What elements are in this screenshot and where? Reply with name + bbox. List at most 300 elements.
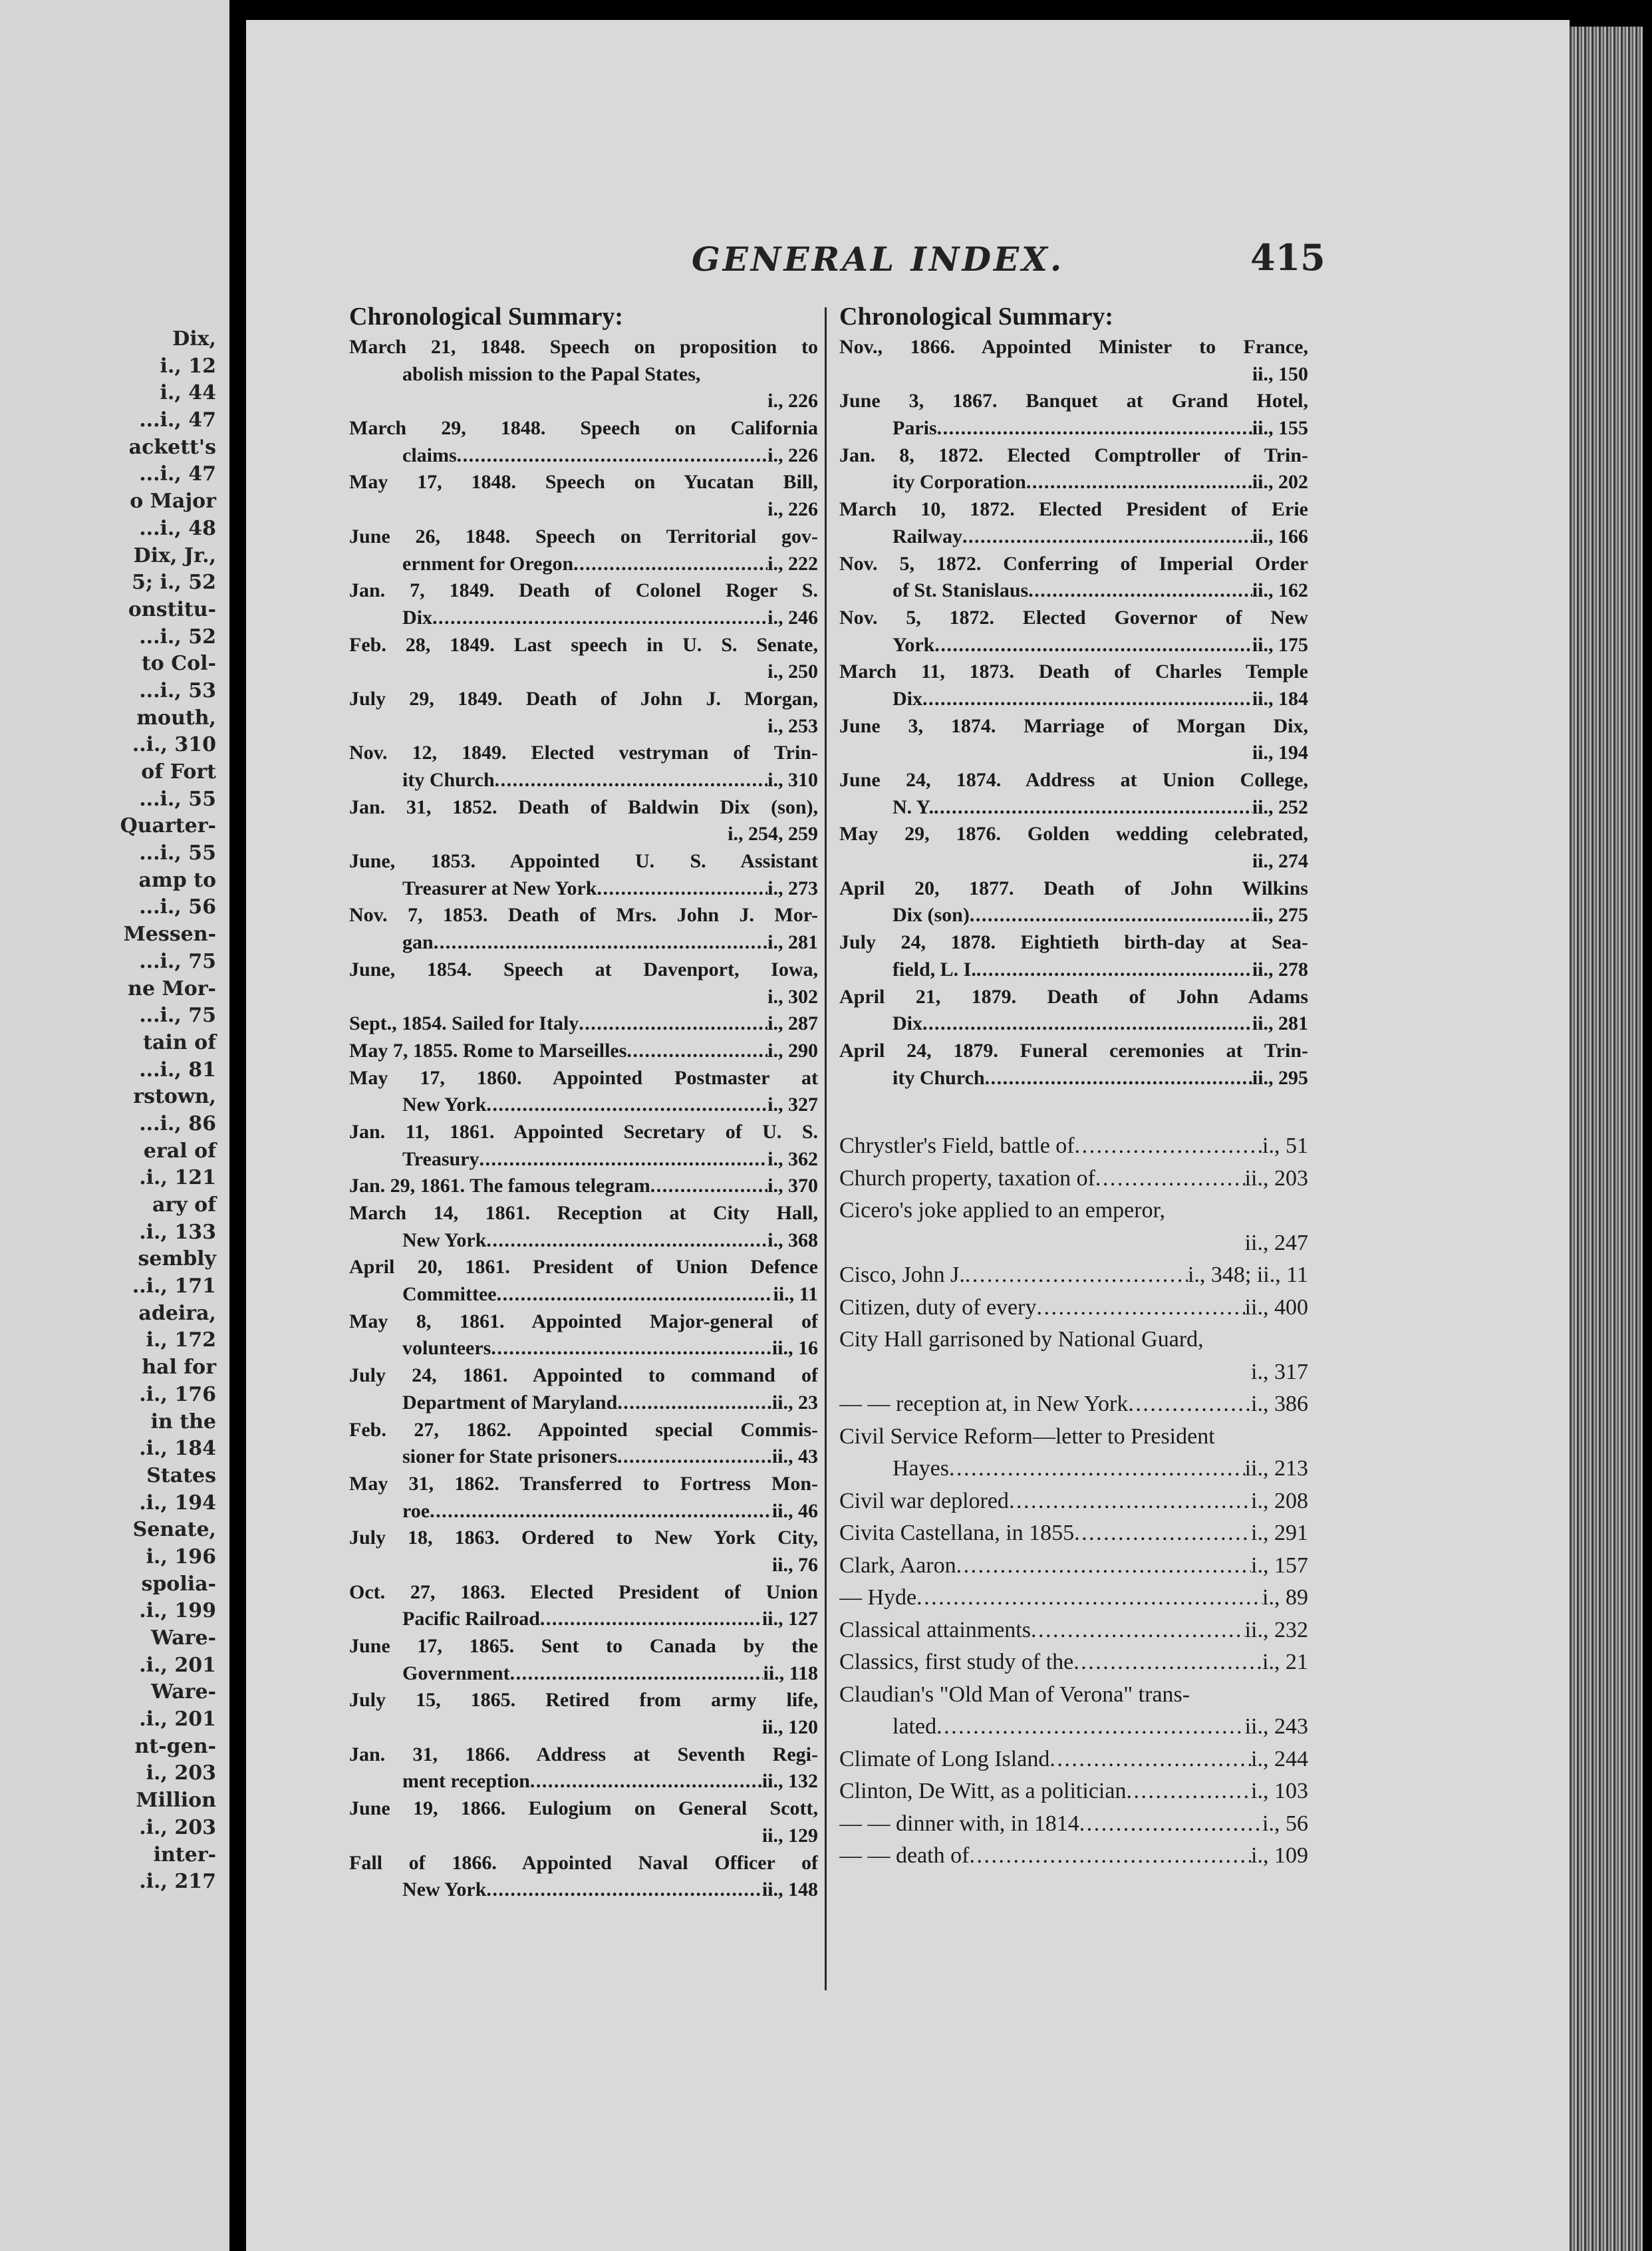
entry-text: ment reception	[402, 1770, 530, 1793]
fragment-line: o Major	[130, 490, 216, 514]
entry-text: Committee	[402, 1283, 497, 1306]
entry-text: Civil war deplored	[839, 1488, 1009, 1513]
index-entry	[839, 1517, 1308, 1550]
entry-text: Treasurer at New York	[402, 877, 597, 899]
entry-line: Nov., 1866. Appointed Minister to France,	[839, 336, 1308, 358]
entry-line: June 17, 1865. Sent to Canada by the	[349, 1635, 818, 1657]
fragment-line: Senate,	[132, 1518, 216, 1542]
entry-line	[349, 1714, 818, 1741]
entry-line	[349, 1768, 818, 1795]
leader-dots	[540, 1606, 762, 1633]
page-reference: i., 244	[1251, 1746, 1308, 1771]
index-entry	[839, 1775, 1308, 1808]
entry-line: Feb. 27, 1862. Appointed special Commis-	[349, 1418, 818, 1441]
entry-line: Oct. 27, 1863. Elected President of Union	[349, 1580, 818, 1603]
fragment-line: .i., 199	[139, 1599, 216, 1623]
entry-line	[349, 659, 818, 686]
page-reference: i., 226	[767, 444, 818, 466]
entry-line: Jan. 8, 1872. Elected Comptroller of Trin-	[839, 444, 1308, 466]
leader-dots	[956, 1550, 1251, 1582]
page-reference: ii., 175	[1252, 633, 1308, 656]
entry-line	[349, 1606, 818, 1633]
index-entry	[839, 1259, 1308, 1292]
leader-dots	[491, 1335, 772, 1362]
leader-dots	[985, 1065, 1252, 1092]
index-entry	[349, 524, 818, 577]
entry-text: ity Corporation	[893, 471, 1026, 494]
page-reference: ii., 46	[771, 1499, 818, 1522]
leader-dots	[1075, 1130, 1262, 1163]
page-reference: ii., 43	[771, 1445, 818, 1468]
fragment-line: i., 44	[160, 381, 216, 405]
page-reference: ii., 295	[1252, 1066, 1308, 1089]
page-reference: i., 109	[1251, 1843, 1308, 1869]
page-reference: ii., 120	[761, 1716, 818, 1739]
entry-line	[839, 1711, 1308, 1743]
index-entry	[839, 1038, 1308, 1092]
leader-dots	[1028, 577, 1252, 605]
fragment-line: Million	[136, 1789, 216, 1813]
entry-line	[839, 632, 1308, 659]
entry-line: June 3, 1867. Banquet at Grand Hotel,	[839, 390, 1308, 412]
page-reference: ii., 118	[763, 1662, 818, 1684]
entry-line	[839, 1163, 1308, 1195]
entry-text: roe	[402, 1499, 430, 1522]
entry-line: abolish mission to the Papal States,	[402, 363, 701, 385]
leader-dots	[486, 1092, 767, 1119]
leader-dots	[617, 1443, 772, 1471]
index-entry	[839, 1485, 1308, 1518]
fragment-line: nt-gen-	[134, 1734, 216, 1758]
index-entry	[839, 334, 1308, 388]
fragment-line: .i., 184	[139, 1437, 216, 1461]
leader-dots	[976, 957, 1252, 984]
index-entry	[349, 1687, 818, 1741]
chronology-list	[839, 334, 1308, 1092]
fragment-line: rstown,	[133, 1085, 216, 1109]
fragment-line: i., 12	[160, 354, 216, 378]
leader-dots	[430, 1498, 772, 1525]
fragment-line: Ware-	[151, 1680, 216, 1704]
index-entry	[839, 929, 1308, 983]
index-entry	[839, 984, 1308, 1038]
leader-dots	[936, 1711, 1245, 1743]
page-reference: i., 103	[1251, 1779, 1308, 1804]
entry-line: Jan. 31, 1852. Death of Baldwin Dix (son),	[349, 796, 818, 818]
entry-line: May 17, 1848. Speech on Yucatan Bill,	[349, 471, 818, 494]
entry-line	[349, 1146, 818, 1173]
leader-dots	[457, 442, 768, 470]
page-reference: i., 287	[767, 1012, 818, 1035]
entry-text: — — reception at, in New York	[839, 1392, 1129, 1417]
leader-dots	[937, 415, 1252, 442]
index-entry	[839, 1808, 1308, 1841]
entry-line: July 15, 1865. Retired from army life,	[349, 1689, 818, 1712]
entry-line: Jan. 11, 1861. Appointed Secretary of U. S.	[349, 1120, 818, 1143]
index-entry	[839, 821, 1308, 875]
page-reference: ii., 243	[1244, 1714, 1308, 1739]
fragment-line: i., 203	[146, 1761, 216, 1785]
entry-line	[349, 1281, 818, 1308]
fragment-line: to Col-	[141, 652, 216, 676]
entry-line: Nov. 5, 1872. Conferring of Imperial Order	[839, 552, 1308, 575]
entry-line: Fall of 1866. Appointed Naval Officer of	[349, 1851, 818, 1874]
fragment-line: ...i., 47	[139, 408, 216, 432]
entry-line: July 29, 1849. Death of John J. Morgan,	[349, 687, 818, 710]
entry-line: Jan. 31, 1866. Address at Seventh Regi-	[349, 1743, 818, 1765]
index-entry	[349, 1010, 818, 1038]
leader-dots	[1073, 1646, 1262, 1679]
index-entry	[349, 957, 818, 1010]
entry-line	[349, 1038, 818, 1065]
entry-line	[839, 1517, 1308, 1550]
entry-line	[839, 469, 1308, 496]
entry-line	[349, 496, 818, 524]
fragment-line: .i., 133	[139, 1220, 216, 1244]
entry-line	[839, 957, 1308, 984]
entry-line: April 24, 1879. Funeral ceremonies at Trin-	[839, 1039, 1308, 1062]
entry-line: Nov. 7, 1853. Death of Mrs. John J. Mor-	[349, 904, 818, 927]
entry-text: Cisco, John J.	[839, 1263, 965, 1288]
index-entry	[349, 1200, 818, 1254]
fragment-line: .i., 194	[139, 1491, 216, 1515]
leader-dots	[497, 1281, 773, 1308]
entry-line	[349, 821, 818, 848]
fragment-line: tain of	[143, 1030, 216, 1054]
fragment-line: onstitu-	[128, 597, 216, 621]
page-reference: i., 386	[1251, 1392, 1308, 1417]
page-reference: i., 310	[767, 769, 818, 791]
fragment-line: eral of	[143, 1139, 216, 1163]
entry-text: Jan. 29, 1861. The famous telegram	[349, 1175, 650, 1197]
entry-text: Classics, first study of the	[839, 1650, 1074, 1675]
fragment-line: ...i., 75	[139, 949, 216, 973]
index-entry	[349, 1633, 818, 1687]
page-reference: i., 291	[1251, 1521, 1308, 1546]
page-reference: ii., 23	[771, 1391, 818, 1414]
index-entry	[349, 1741, 818, 1795]
entry-text: Hayes	[893, 1456, 949, 1481]
page-reference: i., 51	[1262, 1133, 1308, 1159]
leader-dots	[650, 1173, 767, 1200]
entry-line	[839, 524, 1308, 551]
fragment-line: amp to	[138, 868, 216, 892]
entry-text: York	[893, 633, 935, 656]
leader-dots	[480, 1146, 768, 1173]
fragment-line: ...i., 47	[139, 462, 216, 486]
fragment-line: ..i., 310	[132, 733, 216, 757]
index-entry	[839, 1324, 1308, 1388]
entry-text: — Hyde	[839, 1585, 917, 1610]
entry-line	[839, 1130, 1308, 1163]
entry-line	[839, 1292, 1308, 1324]
entry-text: New York	[402, 1094, 487, 1116]
entry-text: Climate of Long Island	[839, 1746, 1050, 1771]
entry-text: volunteers	[402, 1337, 491, 1360]
entry-line	[349, 442, 818, 470]
leader-dots	[530, 1768, 762, 1795]
fragment-line: .i., 201	[139, 1653, 216, 1677]
index-entry	[839, 1550, 1308, 1582]
index-entry	[349, 1417, 818, 1471]
index-entry	[349, 1525, 818, 1578]
fragment-line: States	[146, 1463, 216, 1487]
entry-line: May 8, 1861. Appointed Major-general of	[349, 1310, 818, 1332]
index-entry	[839, 1421, 1308, 1485]
entry-line	[839, 1485, 1308, 1518]
entry-line	[349, 875, 818, 903]
entry-line: June 3, 1874. Marriage of Morgan Dix,	[839, 714, 1308, 737]
page-reference: ii., 132	[761, 1770, 818, 1793]
entry-line	[349, 388, 818, 415]
entry-line	[349, 929, 818, 957]
index-entry	[349, 1038, 818, 1065]
entry-text: Dix	[893, 1012, 922, 1035]
entry-text: ity Church	[893, 1066, 985, 1089]
page-number: 415	[1250, 236, 1325, 279]
index-entry	[349, 1471, 818, 1525]
fragment-line: ackett's	[128, 435, 216, 459]
fragment-line: .i., 121	[139, 1166, 216, 1190]
entry-line: June, 1853. Appointed U. S. Assistant	[349, 850, 818, 873]
leader-dots	[486, 1227, 767, 1255]
fragment-line: in the	[150, 1410, 216, 1433]
entry-line	[839, 1808, 1308, 1841]
entry-line	[349, 767, 818, 794]
fragment-line: ...i., 81	[139, 1058, 216, 1082]
entry-line	[839, 794, 1308, 822]
entry-line: May 17, 1860. Appointed Postmaster at	[349, 1066, 818, 1089]
entry-line: Feb. 28, 1849. Last speech in U. S. Senate,	[349, 633, 818, 656]
page-reference: i., 302	[767, 985, 818, 1008]
index-entry	[839, 496, 1308, 550]
entry-line: Jan. 7, 1849. Death of Colonel Roger S.	[349, 579, 818, 602]
entry-line: March 11, 1873. Death of Charles Temple	[839, 661, 1308, 683]
leader-dots	[1079, 1808, 1262, 1841]
entry-line: July 18, 1863. Ordered to New York City,	[349, 1527, 818, 1549]
page-reference: ii., 194	[1252, 742, 1308, 764]
entry-line: July 24, 1878. Eightieth birth-day at Sea-	[839, 931, 1308, 954]
page-reference: ii., 184	[1252, 687, 1308, 710]
fragment-line: adeira,	[138, 1301, 216, 1325]
entry-text: lated	[893, 1714, 937, 1739]
entry-line	[839, 1453, 1308, 1485]
leader-dots	[1009, 1485, 1251, 1518]
leader-dots	[970, 902, 1252, 929]
entry-line: Nov. 12, 1849. Elected vestryman of Trin-	[349, 742, 818, 764]
entry-text: claims	[402, 444, 457, 466]
page-reference: i., 362	[767, 1147, 818, 1170]
leader-dots	[949, 1453, 1245, 1485]
leader-dots	[486, 1876, 761, 1904]
left-column	[349, 299, 818, 1904]
entry-text: field, L. I.	[893, 958, 976, 980]
page-reference: ii., 275	[1252, 904, 1308, 927]
index-entry	[839, 1614, 1308, 1647]
entry-line: April 20, 1861. President of Union Defence	[349, 1256, 818, 1278]
page-reference: i., 89	[1262, 1585, 1308, 1610]
entry-text: Church property, taxation of	[839, 1165, 1095, 1191]
fragment-line: ...i., 56	[139, 895, 216, 919]
entry-text: gan	[402, 931, 434, 954]
index-entry	[839, 1582, 1308, 1614]
page-reference: i., 253	[767, 714, 818, 737]
index-entry	[349, 1579, 818, 1633]
entry-line	[349, 984, 818, 1011]
index-entry	[839, 442, 1308, 496]
fragment-line: inter-	[153, 1843, 216, 1867]
entry-line	[839, 1388, 1308, 1421]
page-reference: i., 208	[1251, 1488, 1308, 1513]
entry-text: Sept., 1854. Sailed for Italy	[349, 1012, 579, 1035]
entry-text: — — dinner with, in 1814	[839, 1811, 1079, 1836]
fragment-line: ...i., 55	[139, 841, 216, 865]
index-entry	[349, 740, 818, 794]
page-reference: i., 56	[1262, 1811, 1308, 1836]
entry-line	[839, 1614, 1308, 1647]
fragment-line: ...i., 53	[139, 678, 216, 702]
entry-text: ity Church	[402, 769, 495, 791]
leader-dots	[934, 632, 1252, 659]
fragment-line: Dix, Jr.,	[133, 543, 216, 567]
leader-dots	[916, 1582, 1262, 1614]
leader-dots	[617, 1390, 772, 1417]
entry-text: of St. Stanislaus	[893, 579, 1029, 602]
page-reference: i., 157	[1251, 1553, 1308, 1578]
entry-line	[839, 686, 1308, 713]
index-entry	[349, 577, 818, 631]
page-reference: ii., 129	[761, 1824, 818, 1847]
chronology-list	[349, 334, 818, 1904]
entry-text: Treasury	[402, 1147, 480, 1170]
page-reference: ii., 11	[773, 1283, 818, 1306]
entry-text: Railway	[893, 525, 962, 547]
entry-line	[349, 1876, 818, 1904]
entry-line	[349, 1173, 818, 1200]
fragment-line: 5; i., 52	[132, 571, 216, 595]
leader-dots	[922, 686, 1252, 713]
index-entry	[349, 686, 818, 740]
entry-text: Government	[402, 1662, 510, 1684]
index-entry	[349, 1065, 818, 1119]
entry-line: July 24, 1861. Appointed to command of	[349, 1364, 818, 1387]
entry-text: New York	[402, 1878, 487, 1901]
fragment-line: ary of	[152, 1193, 216, 1217]
leader-dots	[1026, 469, 1252, 496]
entry-text: Dix (son)	[893, 904, 970, 927]
leader-dots	[965, 1259, 1188, 1292]
leader-dots	[962, 524, 1252, 551]
index-entry	[839, 1646, 1308, 1679]
page-reference: ii., 76	[771, 1553, 818, 1576]
fragment-line: Messen-	[123, 923, 216, 947]
page-reference: i., 222	[767, 552, 818, 575]
leader-dots	[922, 1010, 1252, 1038]
entry-line	[839, 848, 1308, 875]
leader-dots	[1049, 1743, 1251, 1776]
fragment-line: of Fort	[141, 760, 216, 784]
entry-line	[349, 1092, 818, 1119]
entry-line	[349, 1010, 818, 1038]
page-reference: ii., 162	[1252, 579, 1308, 602]
entry-text: Chrystler's Field, battle of	[839, 1133, 1075, 1159]
entry-line	[839, 415, 1308, 442]
index-entry	[839, 1163, 1308, 1195]
entry-line	[839, 740, 1308, 767]
entry-line: June, 1854. Speech at Davenport, Iowa,	[349, 958, 818, 980]
entry-line: March 21, 1848. Speech on proposition to	[349, 336, 818, 358]
leader-dots	[432, 605, 767, 632]
index-entry	[349, 1362, 818, 1416]
entry-line	[349, 1660, 818, 1688]
index-entry	[839, 875, 1308, 929]
index-entry	[349, 794, 818, 848]
entry-line: March 29, 1848. Speech on California	[349, 417, 818, 440]
entry-line	[839, 1840, 1308, 1873]
leader-dots	[1128, 1388, 1251, 1421]
page-reference: i., 254, 259	[728, 823, 818, 845]
entry-line	[839, 1775, 1308, 1808]
fragment-line: sembly	[138, 1247, 216, 1271]
entry-line	[839, 1356, 1308, 1389]
page-reference: i., 290	[767, 1039, 818, 1062]
index-entry	[839, 1292, 1308, 1324]
entry-line: June 24, 1874. Address at Union College,	[839, 769, 1308, 791]
index-entry	[349, 1254, 818, 1308]
entry-line	[349, 1823, 818, 1850]
index-entry	[839, 1743, 1308, 1776]
index-entry	[839, 713, 1308, 767]
page-reference: ii., 213	[1244, 1456, 1308, 1481]
facing-page-text	[0, 326, 229, 1896]
fragment-line: ...i., 52	[139, 625, 216, 649]
page-reference: i., 370	[767, 1175, 818, 1197]
entry-line	[839, 1582, 1308, 1614]
entry-line	[349, 1335, 818, 1362]
leader-dots	[573, 551, 767, 578]
page-reference: i., 250	[767, 661, 818, 683]
facing-page-fragment	[0, 0, 229, 2251]
entry-line: Cicero's joke applied to an emperor,	[839, 1198, 1166, 1223]
entry-line	[349, 1390, 818, 1417]
page-reference: i., 273	[767, 877, 818, 899]
fragment-line: ..i., 171	[132, 1275, 216, 1298]
column-divider	[825, 307, 827, 1990]
index-entry	[839, 388, 1308, 442]
leader-dots	[579, 1010, 767, 1038]
index-entry	[349, 469, 818, 523]
index-entry	[839, 1130, 1308, 1163]
leader-dots	[1036, 1292, 1244, 1324]
fragment-line: ...i., 55	[139, 787, 216, 811]
fragment-line: Ware-	[151, 1626, 216, 1650]
index-entry	[839, 551, 1308, 605]
leader-dots	[495, 767, 768, 794]
page-reference: ii., 148	[761, 1878, 818, 1901]
entry-line	[349, 551, 818, 578]
page-reference: ii., 400	[1244, 1294, 1308, 1320]
entry-text: — — death of	[839, 1843, 970, 1869]
fragment-line: ...i., 48	[139, 516, 216, 540]
index-entry	[349, 902, 818, 956]
page-reference: i., 281	[767, 931, 818, 954]
entry-line: April 21, 1879. Death of John Adams	[839, 985, 1308, 1008]
page-reference: ii., 150	[1252, 363, 1308, 385]
entry-line	[349, 1227, 818, 1255]
entry-line: March 14, 1861. Reception at City Hall,	[349, 1202, 818, 1224]
entry-text: N. Y.	[893, 796, 934, 818]
index-entry	[349, 1850, 818, 1904]
